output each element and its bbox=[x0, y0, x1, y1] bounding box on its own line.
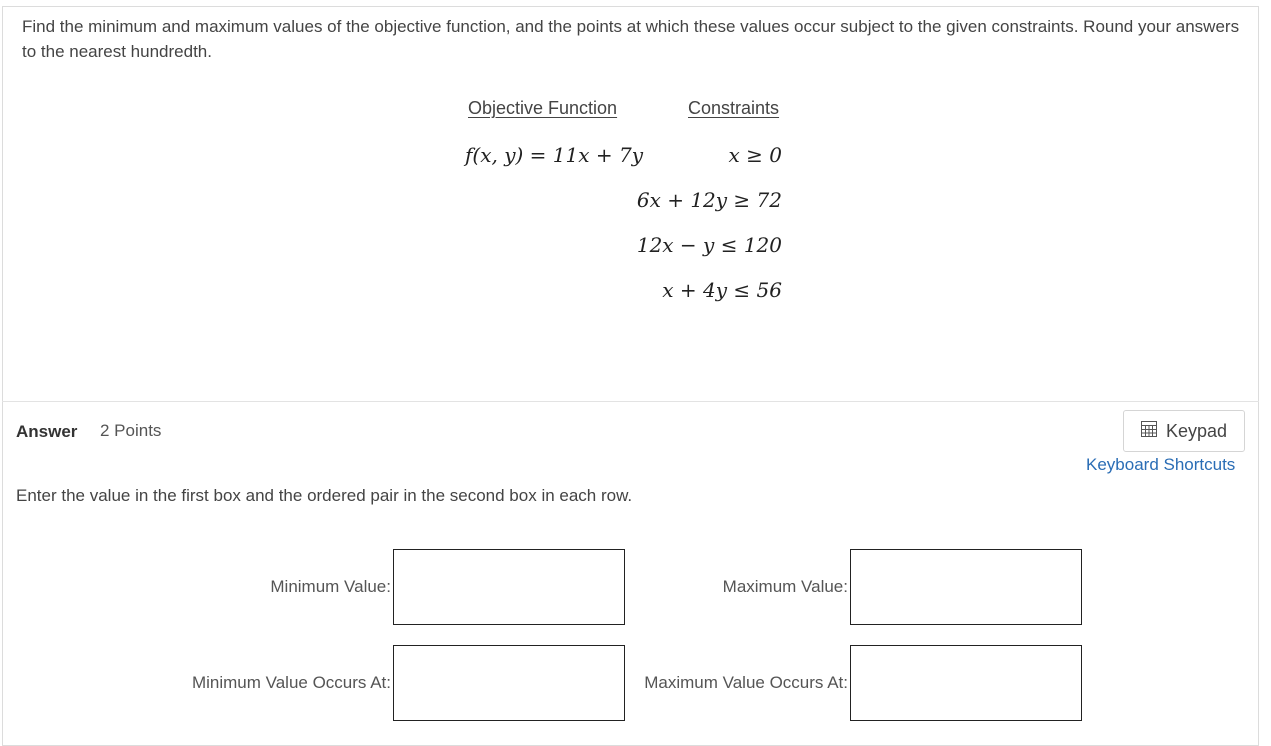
question-panel bbox=[2, 6, 1259, 746]
maximum-occurs-label: Maximum Value Occurs At: bbox=[644, 673, 848, 692]
constraint-4-expression: x + 4y ≤ 56 bbox=[662, 278, 782, 302]
constraints-header: Constraints bbox=[688, 98, 780, 118]
keypad-icon bbox=[1141, 421, 1157, 442]
minimum-occurs-input[interactable] bbox=[393, 645, 625, 721]
minimum-occurs-label: Minimum Value Occurs At: bbox=[191, 673, 391, 692]
objective-function-expression: f(x, y) = 11x + 7y bbox=[465, 143, 643, 167]
constraint-1 bbox=[729, 143, 782, 167]
points-badge: 2 Points bbox=[100, 421, 162, 440]
maximum-value-label: Maximum Value: bbox=[722, 577, 848, 596]
constraint-1-expression: x ≥ 0 bbox=[728, 143, 782, 167]
constraint-2-expression: 6x + 12y ≥ 72 bbox=[636, 188, 782, 212]
keypad-label: Keypad bbox=[1165, 420, 1228, 441]
constraint-3-expression: 12x − y ≤ 120 bbox=[636, 233, 782, 257]
minimum-value-input[interactable] bbox=[393, 549, 625, 625]
constraint-3 bbox=[637, 233, 782, 257]
objective-function-header: Objective Function bbox=[468, 98, 618, 118]
keypad-button[interactable] bbox=[1123, 410, 1245, 452]
constraint-4 bbox=[662, 278, 782, 302]
keyboard-shortcuts-link[interactable]: Keyboard Shortcuts bbox=[1086, 455, 1236, 474]
objective-function bbox=[465, 143, 643, 167]
answer-label: Answer bbox=[16, 422, 78, 441]
constraint-2 bbox=[637, 188, 782, 212]
question-prompt: Find the minimum and maximum values of the objective function, and the points at which these values occur subject to the given constraints. Round your answers to the nearest hundredth. bbox=[22, 17, 1240, 61]
maximum-value-input[interactable] bbox=[850, 549, 1082, 625]
answer-instruction: Enter the value in the first box and the ordered pair in the second box in each row. bbox=[16, 486, 633, 505]
answer-separator bbox=[2, 401, 1259, 402]
maximum-occurs-input[interactable] bbox=[850, 645, 1082, 721]
minimum-value-label: Minimum Value: bbox=[270, 577, 391, 596]
